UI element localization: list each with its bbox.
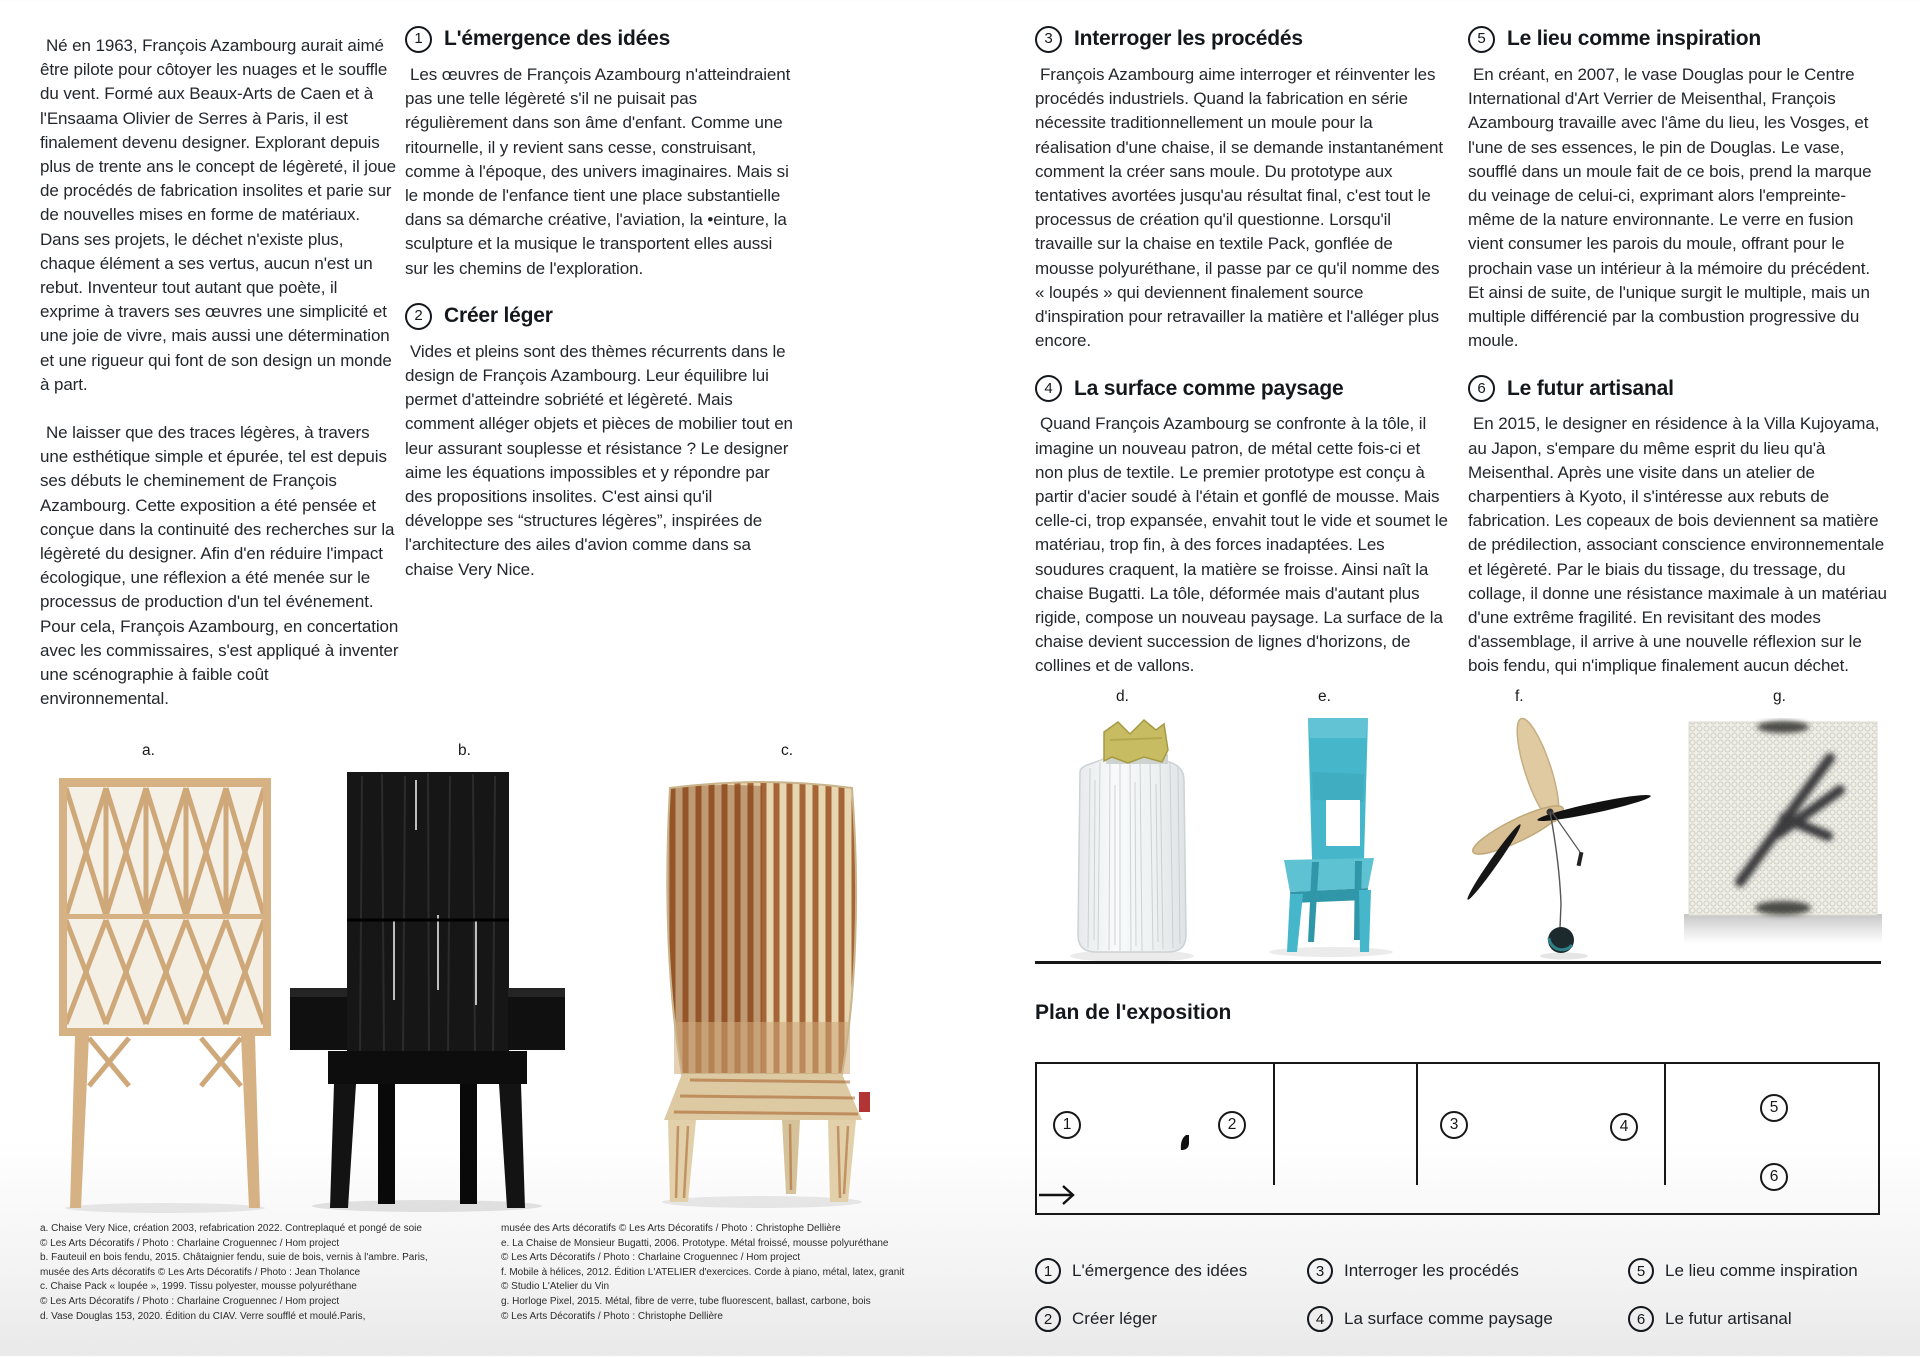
legend-label-6: Le futur artisanal [1665,1309,1792,1328]
legend-item-6 [1628,1306,1792,1332]
section-2-heading [405,303,793,330]
section-3 [1035,26,1450,353]
legend-label-1: L'émergence des idées [1072,1261,1248,1280]
photo-chair-pack [640,774,885,1208]
section-4 [1035,375,1450,678]
figure-label-f: f. [1515,688,1524,705]
legend-number-2: 2 [1035,1306,1061,1332]
section-1-number-icon: 1 [405,26,432,53]
section-1 [405,26,793,281]
captions-right-column [501,1222,921,1324]
section-1-title: L'émergence des idées [444,27,671,51]
legend-label-4: La surface comme paysage [1344,1309,1553,1328]
plan-wall-3 [1664,1064,1666,1185]
section-5-title: Le lieu comme inspiration [1507,27,1762,51]
exhibition-floor-plan [1035,1062,1880,1215]
section-4-heading [1035,375,1450,402]
caption-line: f. Mobile à hélices, 2012. Édition L'ATELIER d'exercices. Corde à piano, métal, latex, granit [501,1266,905,1278]
section-2-title: Créer léger [444,304,553,328]
plan-legend [1035,1258,1883,1358]
caption-line: © Les Arts Décoratifs / Photo : Charlaine Croguennec / Hom project [40,1237,340,1249]
section-4-title: La surface comme paysage [1074,376,1344,400]
legend-number-4: 4 [1307,1306,1333,1332]
section-5-number-icon: 5 [1468,26,1495,53]
figure-label-g: g. [1773,688,1786,705]
section-4-body: Quand François Azambourg se confronte à la tôle, il imagine un nouveau patron, de métal cette fois-ci et non plus de textile. Le premier prototype est conçu à partir d'acier soudé à l'étain et gonflé de mousse. Mais celle-ci, trop expansée, envahit tout le vide et soumet le matériau, trop fin, à des forces inadaptées. Les soudures craquent, la matière se froisse. Ainsi naît la chaise Bugatti. La tôle, déformée mais d'autant plus rigide, compose un nouveau paysage. La surface de la chaise devient succession de lignes d'horizons, de collines et de vallons. [1035,414,1448,676]
legend-label-2: Créer léger [1072,1309,1158,1328]
section-1-body: Les œuvres de François Azambourg n'atteindraient pas une telle légèreté s'il ne puisait pas régulièrement dans son âme d'enfant. Comme une ritournelle, il y revient sans cesse, construisant, comme à l'époque, des univers imaginaires. Mais si le monde de l'enfance tient une place substantielle dans sa démarche créative, l'aviation, la •einture, la sculpture et la musique le transportent elles aussi sur les chemins de l'exploration. [405,65,791,278]
photo-mobile-helices [1442,712,1662,964]
legend-item-1 [1035,1258,1247,1284]
section-5-heading [1468,26,1890,53]
caption-line: a. Chaise Very Nice, création 2003, refabrication 2022. Contreplaqué et pongé de soie [40,1223,422,1234]
plan-room-marker-1: 1 [1053,1111,1081,1139]
figure-label-a: a. [142,742,155,759]
caption-line: g. Horloge Pixel, 2015. Métal, fibre de verre, tube fluorescent, ballast, carbone, bois [501,1295,871,1307]
figures-left-group [40,742,920,1218]
figure-label-b: b. [458,742,471,759]
legend-number-6: 6 [1628,1306,1654,1332]
section-divider-line [1035,961,1881,964]
plan-title: Plan de l'exposition [1035,1001,1232,1024]
legend-number-5: 5 [1628,1258,1654,1284]
figure-label-e: e. [1318,688,1331,705]
plan-wall-1 [1273,1064,1275,1185]
caption-line: c. Chaise Pack « loupée », 1999. Tissu polyester, mousse polyuréthane [40,1281,357,1293]
section-5 [1468,26,1890,353]
intro-paragraph-2: Ne laisser que des traces légères, à travers une esthétique simple et épurée, tel est depuis ses débuts le cheminement de François Azambourg. Cette exposition a été pensée et conçue dans la continuité des recherches sur la légèreté du designer. Afin d'en réduire l'impact écologique, une réflexion a été menée sur le processus de production d'un tel événement. Pour cela, François Azambourg, en concertation avec les commissaires, s'est appliqué à inventer une scénographie à faible coût environnemental. [40,423,399,709]
caption-line: © Les Arts Décoratifs / Photo : Charlaine Croguennec / Hom project [501,1252,801,1264]
section-6-title: Le futur artisanal [1507,376,1674,400]
legend-item-5 [1628,1258,1858,1284]
column-sections-1-2 [405,26,793,604]
figure-label-c: c. [781,742,794,759]
caption-line: musée des Arts décoratifs © Les Arts Décoratifs / Photo : Jean Tholance [40,1266,361,1278]
section-1-heading [405,26,793,53]
legend-label-3: Interroger les procédés [1344,1261,1519,1280]
caption-line: © Les Arts Décoratifs / Photo : Christophe Dellière [501,1310,723,1322]
legend-number-1: 1 [1035,1258,1061,1284]
captions-left-column [40,1222,495,1324]
plan-room-marker-6: 6 [1760,1163,1788,1191]
plan-room-marker-2: 2 [1218,1111,1246,1139]
section-3-heading [1035,26,1450,53]
caption-line: musée des Arts décoratifs © Les Arts Décoratifs / Photo : Christophe Dellière [501,1223,841,1234]
section-3-title: Interroger les procédés [1074,27,1303,51]
legend-label-5: Le lieu comme inspiration [1665,1261,1858,1280]
caption-line: © Les Arts Décoratifs / Photo : Charlaine Croguennec / Hom project [40,1295,340,1307]
caption-line: b. Fauteuil en bois fendu, 2015. Châtaignier fendu, suie de bois, vernis à l'ambre. Paris, [40,1252,428,1264]
photo-clock-pixel [1682,718,1884,948]
figure-label-d: d. [1116,688,1129,705]
section-5-body: En créant, en 2007, le vase Douglas pour le Centre International d'Art Verrier de Meisenthal, François Azambourg travaille avec l'âme du lieu, les Vosges, et l'une de ses essences, le pin de Douglas. Le vase, soufflé dans un moule fait de ce bois, prend la marque du veinage de celui-ci, exprimant alors l'empreinte-même de la nature environnante. Le verre en fusion vient consumer les parois du moule, offrant pour le prochain vase un intérieur à la mémoire du précédent. Et ainsi de suite, de l'unique surgit le multiple, mais un multiple différencié par la combustion progressive du moule. [1468,65,1872,351]
section-6-heading [1468,375,1890,402]
plan-room-marker-3: 3 [1440,1111,1468,1139]
section-4-number-icon: 4 [1035,375,1062,402]
legend-item-2 [1035,1306,1157,1332]
column-sections-3-4 [1035,26,1450,701]
intro-paragraph-1: Né en 1963, François Azambourg aurait aimé être pilote pour côtoyer les nuages et le souffle du vent. Formé aux Beaux-Arts de Caen et à l'Ensaama Olivier de Serres à Paris, il est finalement devenu designer. Explorant depuis plus de trente ans le concept de légèreté, il joue de procédés de fabrication insolites et parie sur de nouvelles mises en forme de matériaux. Dans ses projets, le déchet n'existe plus, chaque élément a ses vertus, aucun n'est un rebut. Inventeur tout autant que poète, il exprime à travers ses œuvres une simplicité et une joie de vivre, mais aussi une détermination et une rigueur qui font de son design un monde à part. [40,36,397,394]
plan-door-marker [1180,1134,1190,1151]
plan-wall-2 [1416,1064,1418,1185]
caption-line: © Studio L'Atelier du Vin [501,1281,610,1293]
section-2-number-icon: 2 [405,303,432,330]
photo-chair-very-nice [45,768,285,1214]
caption-line: e. La Chaise de Monsieur Bugatti, 2006. Prototype. Métal froissé, mousse polyuréthane [501,1237,889,1249]
legend-item-3 [1307,1258,1519,1284]
section-3-number-icon: 3 [1035,26,1062,53]
section-2-body: Vides et pleins sont des thèmes récurrents dans le design de François Azambourg. Leur équilibre lui permet d'atteindre sobriété et légèreté. Mais comment alléger objets et pièces de mobilier tout en leur assurant souplesse et résistance ? Le designer aime les équations impossibles et y répondre par des propositions insolites. C'est ainsi qu'il développe ses “structures légères”, inspirées de l'architecture des ailes d'avion comme dans sa chaise Very Nice. [405,341,793,579]
legend-item-4 [1307,1306,1553,1332]
section-6-number-icon: 6 [1468,375,1495,402]
section-3-body: François Azambourg aime interroger et réinventer les procédés industriels. Quand la fabrication en série nécessite traditionnellement un moule pour la réalisation d'une chaise, il se demande instantanément comment la créer sans moule. Du prototype aux tentatives avortées jusqu'au résultat final, c'est tout le processus de création qu'il questionne. Lorsqu'il travaille sur la chaise en textile Pack, gonflée de mousse polyuréthane, il passe par ce qu'il nomme des « loupés » qui deviennent finalement source d'inspiration pour retravailler la matière et l'alléger plus encore. [1035,65,1443,351]
plan-entrance-arrow [1039,1182,1081,1208]
caption-line: d. Vase Douglas 153, 2020. Édition du CIAV. Verre soufflé et moulé.Paris, [40,1310,366,1322]
plan-room-marker-4: 4 [1610,1113,1638,1141]
legend-number-3: 3 [1307,1258,1333,1284]
column-sections-5-6 [1468,26,1890,701]
photo-chair-bugatti [1256,712,1406,958]
section-2 [405,303,793,582]
photo-armchair-bois-fendu [290,770,565,1212]
section-6-body: En 2015, le designer en résidence à la Villa Kujoyama, au Japon, s'empare du même esprit du lieu qu'à Meisenthal. Après une visite dans un atelier de charpentiers à Kyoto, il s'intéresse aux rebuts de fabrication. Les copeaux de bois deviennent sa matière de prédilection, associant conscience environnementale et légèreté. Par le biais du tissage, du tressage, du collage, il donne une résistance maximale à un matériau d'une extrême fragilité. En revisitant des modes d'assemblage, il arrive à une nouvelle réflexion sur le bois fendu, qui n'implique finalement aucun déchet. [1468,414,1887,676]
photo-vase-douglas [1050,710,1210,966]
intro-column [40,34,400,735]
plan-room-marker-5: 5 [1760,1094,1788,1122]
figures-right-group [1030,688,1892,966]
section-6 [1468,375,1890,678]
